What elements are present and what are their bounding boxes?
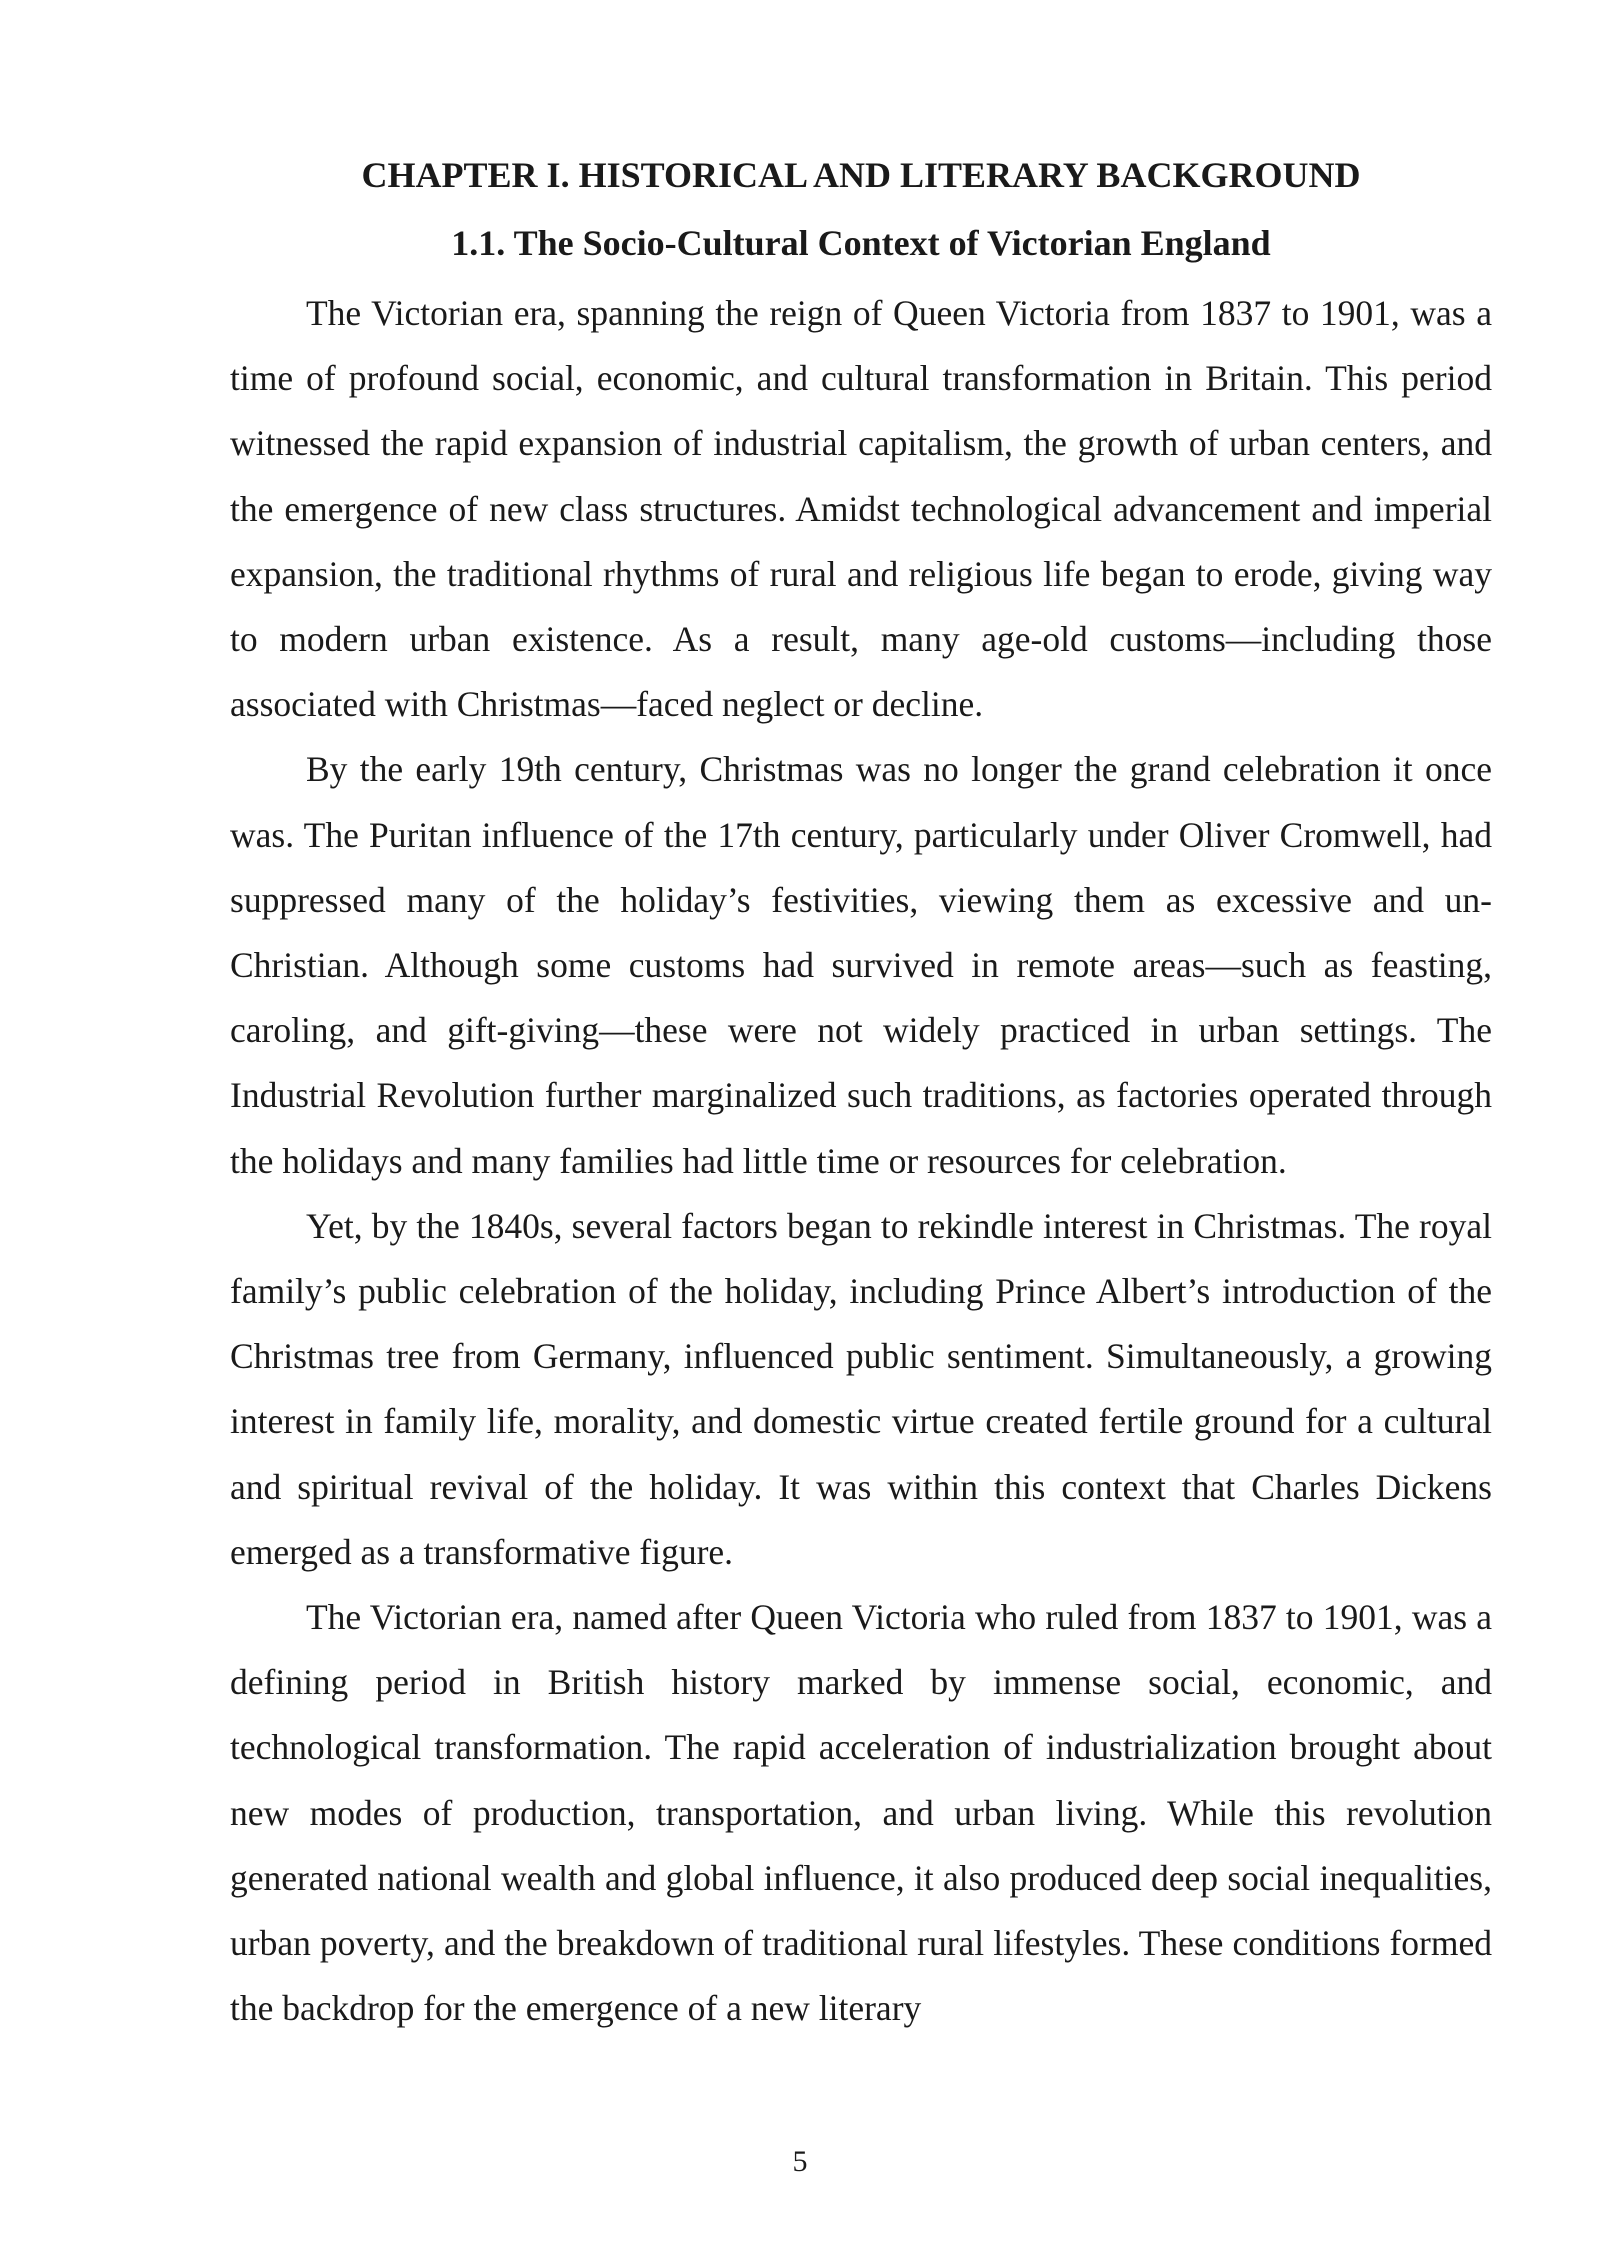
paragraph-1: The Victorian era, spanning the reign of Queen Victoria from 1837 to 1901, was a time of profound social, economic, and cultural transformation in Britain. This period witnessed the rapid expansion of industrial capitalism, the growth of urban centers, and the emergence of new class structures. Amidst technological advancement and imperial expansion, the traditional rhythms of rural and religious life began to erode, giving way to modern urban existence. As a result, many age-old customs—including those associated with Christmas—faced neglect or decline. — [230, 293, 1492, 725]
paragraph-2: By the early 19th century, Christmas was no longer the grand celebration it once was. The Puritan influence of the 17th century, particularly under Oliver Cromwell, had suppressed many of the holiday’s festivities, viewing them as excessive and un-Christian. Although some customs had survived in remote areas—such as feasting, caroling, and gift-giving—these were not widely practiced in urban settings. The Industrial Revolution further marginalized such traditions, as factories operated through the holidays and many families had little time or resources for celebration. — [230, 749, 1492, 1181]
paragraph-3: Yet, by the 1840s, several factors began to rekindle interest in Christmas. The royal family’s public celebration of the holiday, including Prince Albert’s introduction of the Christmas tree from Germany, influenced public sentiment. Simultaneously, a growing interest in family life, morality, and domestic virtue created fertile ground for a cultural and spiritual revival of the holiday. It was within this context that Charles Dickens emerged as a transformative figure. — [230, 1205, 1492, 1572]
page-number: 5 — [792, 2145, 808, 2178]
chapter-title: CHAPTER I. HISTORICAL AND LITERARY BACKGROUND — [361, 155, 1361, 195]
section-title: 1.1. The Socio-Cultural Context of Victorian England — [451, 223, 1271, 263]
paragraph-4: The Victorian era, named after Queen Victoria who ruled from 1837 to 1901, was a defining period in British history marked by immense social, economic, and technological transformation. The rapid acceleration of industrialization brought about new modes of production, transportation, and urban living. While this revolution generated national wealth and global influence, it also produced deep social inequalities, urban poverty, and the breakdown of traditional rural lifestyles. These conditions formed the backdrop for the emergence of a new literary — [230, 1597, 1492, 2029]
body-text — [230, 281, 1492, 2041]
